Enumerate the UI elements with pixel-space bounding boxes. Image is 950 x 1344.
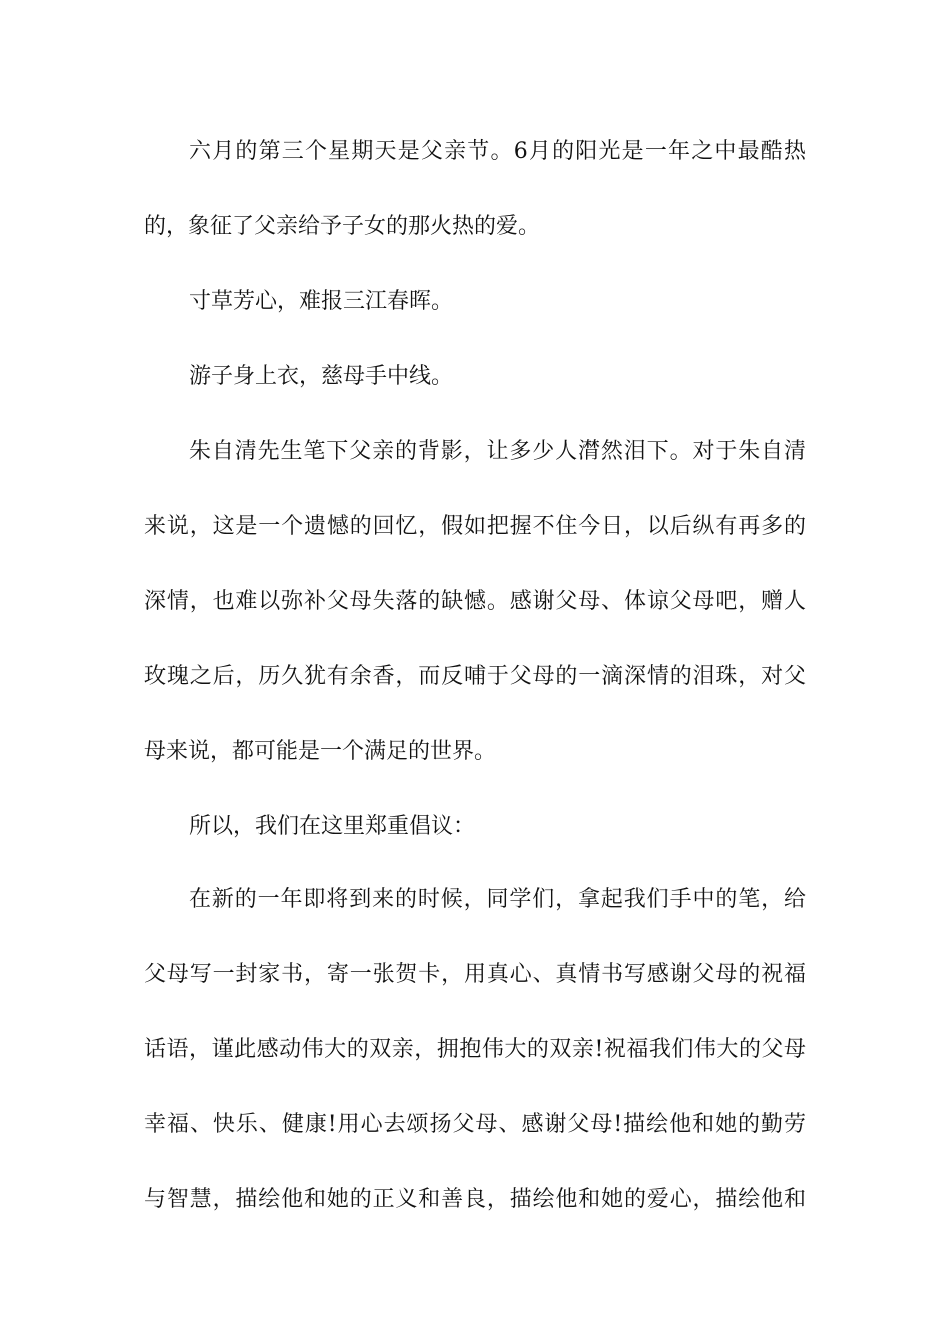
paragraph-4-line-3: 深情，也难以弥补父母失落的缺憾。感谢父母、体谅父母吧，赠人 [144, 589, 806, 614]
paragraph-4-line-5: 母来说，都可能是一个满足的世界。 [144, 739, 497, 764]
paragraph-4-line-1: 朱自清先生笔下父亲的背影，让多少人潸然泪下。对于朱自清 [189, 439, 806, 464]
paragraph-1-line-2: 的，象征了父亲给予子女的那火热的爱。 [144, 214, 541, 239]
paragraph-2-line-1: 寸草芳心，难报三江春晖。 [189, 289, 454, 314]
paragraph-6-line-5: 与智慧，描绘他和她的正义和善良，描绘他和她的爱心，描绘他和 [144, 1187, 806, 1212]
paragraph-6-line-1: 在新的一年即将到来的时候，同学们，拿起我们手中的笔，给 [189, 887, 806, 912]
paragraph-4-line-2: 来说，这是一个遗憾的回忆，假如把握不住今日，以后纵有再多的 [144, 514, 806, 539]
paragraph-6-line-2: 父母写一封家书，寄一张贺卡，用真心、真情书写感谢父母的祝福 [144, 962, 806, 987]
paragraph-4-line-4: 玫瑰之后，历久犹有余香，而反哺于父母的一滴深情的泪珠，对父 [144, 664, 806, 689]
paragraph-6-line-4: 幸福、快乐、健康!用心去颂扬父母、感谢父母!描绘他和她的勤劳 [144, 1112, 806, 1137]
paragraph-5-line-1: 所以，我们在这里郑重倡议： [189, 814, 476, 839]
paragraph-3-line-1: 游子身上衣，慈母手中线。 [189, 364, 454, 389]
paragraph-6-line-3: 话语，谨此感动伟大的双亲，拥抱伟大的双亲!祝福我们伟大的父母 [144, 1037, 806, 1062]
paragraph-1-line-1: 六月的第三个星期天是父亲节。6月的阳光是一年之中最酷热 [189, 139, 806, 164]
